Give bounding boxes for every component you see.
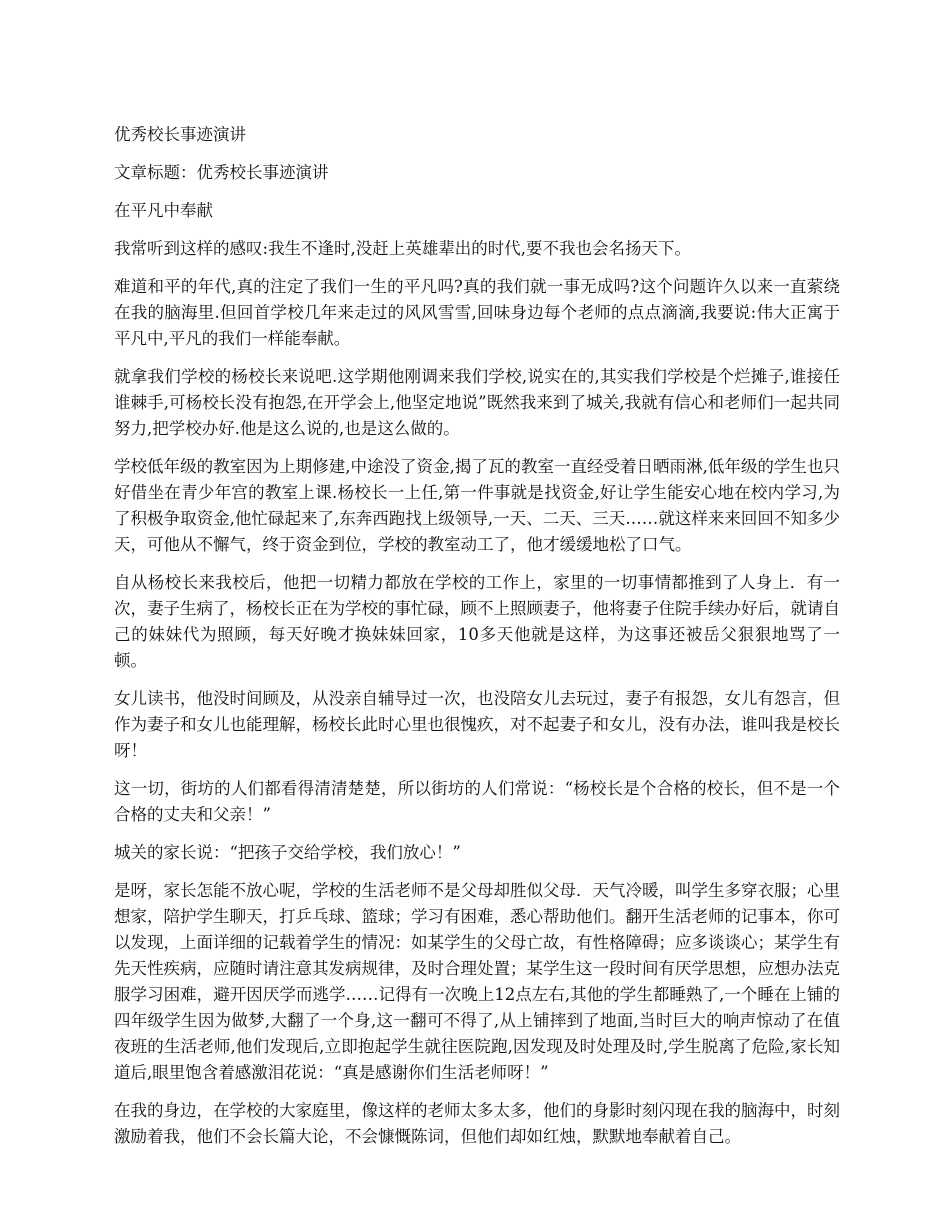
paragraph: 自从杨校长来我校后，他把一切精力都放在学校的工作上，家里的一切事情都推到了人身上．有一次，妻子生病了，杨校长正在为学校的事忙碌，顾不上照顾妻子，他将妻子住院手续办好后，就请自己的妹妹代为照顾，每天好晚才换妹妹回家，10多天他就是这样，为这事还被岳父狠狠地骂了一顿。 bbox=[114, 573, 840, 670]
document-title: 优秀校长事迹演讲 bbox=[114, 125, 246, 144]
article-title-line: 文章标题：优秀校长事迹演讲 bbox=[114, 163, 329, 182]
paragraph: 我常听到这样的感叹:我生不逢时,没赶上英雄辈出的时代,要不我也会名扬天下。 bbox=[114, 239, 692, 258]
paragraph: 难道和平的年代,真的注定了我们一生的平凡吗?真的我们就一事无成吗?这个问题许久以来一直萦绕在我的脑海里.但回首学校几年来走过的风风雪雪,回味身边每个老师的点点滴滴,我要说:伟大正寓于平凡中,平凡的我们一样能奉献。 bbox=[114, 277, 840, 348]
paragraph: 就拿我们学校的杨校长来说吧.这学期他刚调来我们学校,说实在的,其实我们学校是个烂摊子,谁接任谁棘手,可杨校长没有抱怨,在开学会上,他坚定地说”既然我来到了城关,我就有信心和老师们一起共同努力,把学校办好.他是这么说的,也是这么做的。 bbox=[114, 367, 840, 438]
paragraph: 学校低年级的教室因为上期修建,中途没了资金,揭了瓦的教室一直经受着日晒雨淋,低年级的学生也只好借坐在青少年宫的教室上课.杨校长一上任,第一件事就是找资金,好让学生能安心地在校内学习,为了积极争取资金,他忙碌起来了,东奔西跑找上级领导,一天、二天、三天……就这样来来回回不知多少天，可他从不懈气，终于资金到位，学校的教室动工了，他才缓缓地松了口气。 bbox=[114, 457, 840, 554]
paragraph: 这一切，街坊的人们都看得清清楚楚，所以街坊的人们常说：“杨校长是个合格的校长，但不是一个合格的丈夫和父亲！” bbox=[114, 779, 840, 824]
paragraph: 城关的家长说：“把孩子交给学校，我们放心！” bbox=[114, 843, 461, 862]
paragraph: 在我的身边，在学校的大家庭里，像这样的老师太多太多，他们的身影时刻闪现在我的脑海中，时刻激励着我，他们不会长篇大论，不会慷慨陈词，但他们却如红烛，默默地奉献着自己。 bbox=[114, 1101, 840, 1146]
document-body bbox=[114, 122, 840, 1162]
paragraph: 女儿读书，他没时间顾及，从没亲自辅导过一次，也没陪女儿去玩过，妻子有报怨，女儿有怨言，但作为妻子和女儿也能理解，杨校长此时心里也很愧疚，对不起妻子和女儿，没有办法，谁叫我是校长呀！ bbox=[114, 689, 840, 760]
paragraph: 是呀，家长怎能不放心呢，学校的生活老师不是父母却胜似父母．天气冷暖，叫学生多穿衣服；心里想家，陪护学生聊天，打乒乓球、篮球；学习有困难，悉心帮助他们。翻开生活老师的记事本，你可以发现，上面详细的记载着学生的情况：如某学生的父母亡故，有性格障碍；应多谈谈心；某学生有先天性疾病，应随时请注意其发病规律，及时合理处置；某学生这一段时间有厌学思想，应想办法克服学习困难，避开因厌学而逃学……记得有一次晚上12点左右,其他的学生都睡熟了,一个睡在上铺的四年级学生因为做梦,大翻了一个身,这一翻可不得了,从上铺摔到了地面,当时巨大的响声惊动了在值夜班的生活老师,他们发现后,立即抱起学生就往医院跑,因发现及时处理及时,学生脱离了危险,家长知道后,眼里饱含着感激泪花说：“真是感谢你们生活老师呀！” bbox=[114, 881, 840, 1082]
document-subtitle: 在平凡中奉献 bbox=[114, 201, 213, 220]
